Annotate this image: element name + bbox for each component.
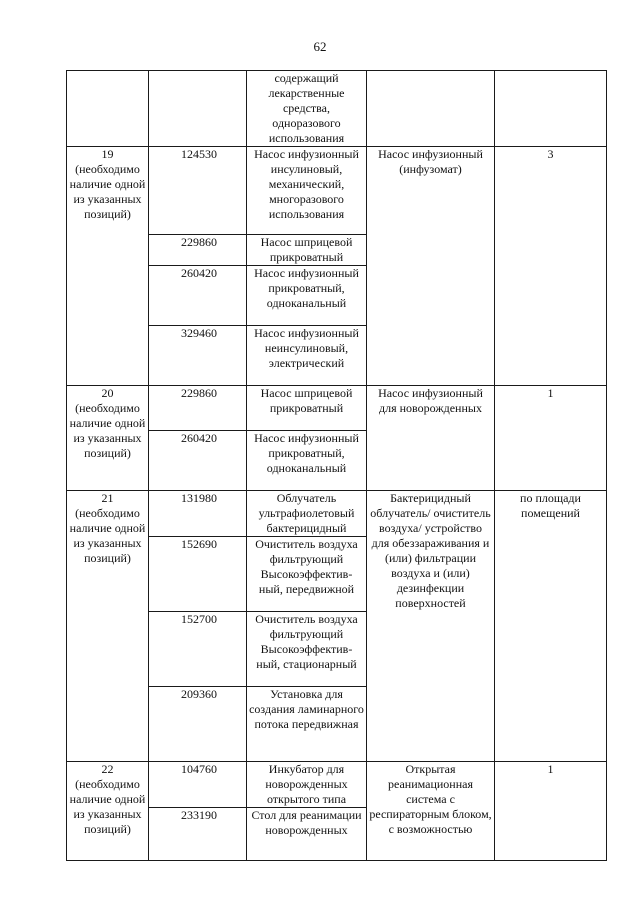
group-cell [67,386,149,491]
qty-text: 3 [547,147,554,161]
type-cell [247,235,367,266]
type-cell [247,687,367,762]
group-cell [67,491,149,762]
code-cell [149,71,247,147]
code-text: 104760 [181,762,217,776]
type-text: Насос инфузионный прикроватный, одноканальный [254,266,359,310]
group-cell [67,147,149,386]
code-text: 260420 [181,266,217,280]
code-cell [149,808,247,861]
qty-cell [495,386,607,491]
qty-cell [495,147,607,386]
table-row [67,491,607,537]
type-cell [247,431,367,491]
type-text: Очиститель воздуха фильтрующий Высокоэффектив-ный, стационарный [255,612,358,671]
code-text: 329460 [181,326,217,340]
code-cell [149,235,247,266]
table-row [67,386,607,431]
name-text: Бактерицидный облучатель/ очиститель воздуха/ устройство для обеззараживания и (или) фильтрации воздуха и (или) дезинфекции поверхностей [370,491,491,610]
code-text: 131980 [181,491,217,505]
name-cell [367,762,495,861]
type-cell [247,266,367,326]
type-cell [247,491,367,537]
type-text: Насос инфузионный прикроватный, одноканальный [254,431,359,475]
code-cell [149,431,247,491]
type-cell [247,537,367,612]
type-cell [247,71,367,147]
group-cell [67,71,149,147]
name-text: Насос инфузионный для новорожденных [378,386,483,415]
qty-text: 1 [547,386,554,400]
type-text: Инкубатор для новорожденных открытого типа [265,762,348,806]
code-text: 152690 [181,537,217,551]
type-text: Очиститель воздуха фильтрующий Высокоэффектив-ный, передвижной [255,537,358,596]
type-cell [247,326,367,386]
type-cell [247,147,367,235]
type-cell [247,762,367,808]
table-row [67,762,607,808]
code-cell [149,147,247,235]
name-cell [367,71,495,147]
type-text: Насос шприцевой прикроватный [260,235,353,264]
table-row [67,147,607,235]
type-cell [247,808,367,861]
code-cell [149,612,247,687]
type-text: содержащий лекарственные средства, одноразового использования [268,71,345,145]
code-cell [149,386,247,431]
code-cell [149,687,247,762]
name-cell [367,386,495,491]
type-text: Насос инфузионный инсулиновый, механический, многоразового использования [254,147,359,221]
code-cell [149,326,247,386]
name-text: Открытая реанимационная система с респираторным блоком, с возможностью [369,762,492,836]
group-text: 21 (необходимо наличие одной из указанных позиций) [69,491,146,565]
name-cell [367,147,495,386]
code-text: 152700 [181,612,217,626]
type-text: Насос инфузионный неинсулиновый, электрический [254,326,359,370]
group-text: 20 (необходимо наличие одной из указанных позиций) [69,386,146,460]
code-cell [149,762,247,808]
group-text: 22 (необходимо наличие одной из указанных позиций) [69,762,146,836]
type-cell [247,612,367,687]
qty-cell [495,71,607,147]
group-text: 19 (необходимо наличие одной из указанных позиций) [69,147,146,221]
equipment-table [66,70,607,861]
table-row [67,71,607,147]
code-text: 209360 [181,687,217,701]
name-cell [367,491,495,762]
type-cell [247,386,367,431]
code-cell [149,266,247,326]
type-text: Насос шприцевой прикроватный [260,386,353,415]
name-text: Насос инфузионный (инфузомат) [378,147,483,176]
code-cell [149,537,247,612]
qty-text: по площади помещений [520,491,581,520]
code-text: 124530 [181,147,217,161]
type-text: Установка для создания ламинарного потока передвижная [249,687,364,731]
type-text: Облучатель ультрафиолетовый бактерицидный [258,491,355,535]
code-text: 233190 [181,808,217,822]
qty-text: 1 [547,762,554,776]
qty-cell [495,762,607,861]
code-text: 260420 [181,431,217,445]
type-text: Стол для реанимации новорожденных [251,808,362,837]
page-number: 62 [313,39,327,54]
code-text: 229860 [181,235,217,249]
code-cell [149,491,247,537]
code-text: 229860 [181,386,217,400]
group-cell [67,762,149,861]
qty-cell [495,491,607,762]
